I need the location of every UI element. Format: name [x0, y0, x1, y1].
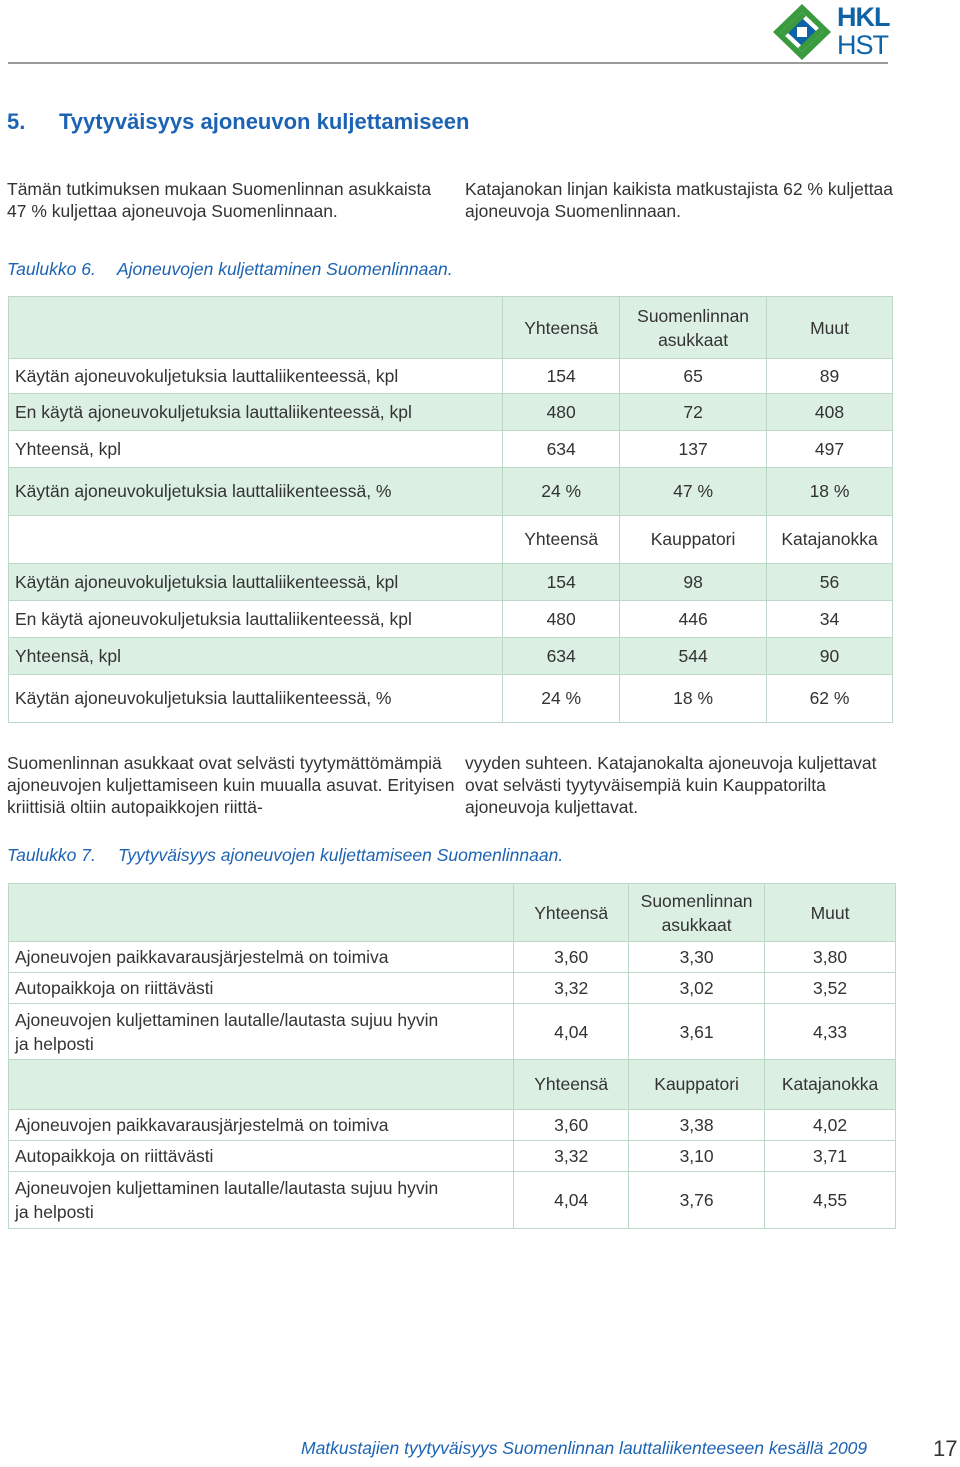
row-label: Ajoneuvojen paikkavarausjärjestelmä on toimiva [9, 1110, 514, 1141]
cell-value: 480 [503, 394, 620, 431]
row-label: Käytän ajoneuvokuljetuksia lauttaliikenteessä, % [9, 675, 503, 723]
cell-value: 47 % [620, 468, 767, 516]
cell-value: 62 % [767, 675, 893, 723]
table7-header-row [9, 884, 896, 942]
cell-value: 3,60 [514, 1110, 629, 1141]
table7-subheader-cell: Yhteensä [514, 1060, 629, 1110]
cell-value: 544 [620, 638, 767, 675]
logo-line1: HKL [837, 2, 890, 32]
cell-value: 3,38 [629, 1110, 765, 1141]
cell-value: 480 [503, 601, 620, 638]
cell-value: 3,02 [629, 973, 765, 1004]
cell-value: 4,55 [765, 1172, 896, 1229]
table7-caption-text: Tyytyväisyys ajoneuvojen kuljettamiseen Suomenlinnaan. [118, 845, 564, 865]
table7-subheader-cell: Kauppatori [629, 1060, 765, 1110]
cell-value: 408 [767, 394, 893, 431]
row-label: Käytän ajoneuvokuljetuksia lauttaliikenteessä, kpl [9, 359, 503, 394]
table6-label: Taulukko 6. [7, 259, 96, 279]
cell-value: 18 % [620, 675, 767, 723]
section-heading [7, 109, 469, 135]
table6-subheader-empty [9, 516, 503, 564]
hkl-logo-icon [772, 3, 832, 61]
cell-value: 3,60 [514, 942, 629, 973]
table7-subheader-cell: Katajanokka [765, 1060, 896, 1110]
table6-subheader-cell: Katajanokka [767, 516, 893, 564]
table6-header-row [9, 297, 893, 359]
cell-value: 89 [767, 359, 893, 394]
table6-header-cell: Muut [767, 297, 893, 359]
table7-header-cell: Suomenlinnan asukkaat [629, 884, 765, 942]
intro-left: Tämän tutkimuksen mukaan Suomenlinnan asukkaista 47 % kuljettaa ajoneuvoja Suomenlinnaan. [7, 179, 432, 221]
row-label: Ajoneuvojen kuljettaminen lautalle/lautasta sujuu hyvin ja helposti [9, 1172, 514, 1229]
table-row [9, 468, 893, 516]
body-right: vyyden suhteen. Katajanokalta ajoneuvoja kuljettavat ovat selvästi tyytyväisempiä kuin Kauppatorilta ajoneuvoja kuljettavat. [465, 753, 877, 817]
header-rule [8, 62, 888, 64]
row-label: Ajoneuvojen paikkavarausjärjestelmä on toimiva [9, 942, 514, 973]
table-row [9, 1110, 896, 1141]
row-label: Ajoneuvojen kuljettaminen lautalle/lautasta sujuu hyvin ja helposti [9, 1004, 514, 1060]
cell-value: 3,76 [629, 1172, 765, 1229]
cell-value: 3,32 [514, 973, 629, 1004]
table-row [9, 359, 893, 394]
cell-value: 56 [767, 564, 893, 601]
cell-value: 24 % [503, 468, 620, 516]
cell-value: 98 [620, 564, 767, 601]
section-number: 5. [7, 109, 26, 134]
table6 [8, 296, 893, 723]
table-row [9, 1141, 896, 1172]
cell-value: 90 [767, 638, 893, 675]
cell-value: 497 [767, 431, 893, 468]
cell-value: 154 [503, 359, 620, 394]
cell-value: 137 [620, 431, 767, 468]
table-row [9, 431, 893, 468]
body-left: Suomenlinnan asukkaat ovat selvästi tyytymättömämpiä ajoneuvojen kuljettamiseen kuin muualla asuvat. Erityisen kriittisiä oltiin autopaikkojen riittä- [7, 753, 455, 817]
table7-caption [7, 845, 563, 866]
cell-value: 4,02 [765, 1110, 896, 1141]
table-row [9, 601, 893, 638]
cell-value: 72 [620, 394, 767, 431]
row-label: Käytän ajoneuvokuljetuksia lauttaliikenteessä, % [9, 468, 503, 516]
table-row [9, 675, 893, 723]
table6-subheader-cell: Yhteensä [503, 516, 620, 564]
cell-value: 3,10 [629, 1141, 765, 1172]
row-label: Käytän ajoneuvokuljetuksia lauttaliikenteessä, kpl [9, 564, 503, 601]
section-title: Tyytyväisyys ajoneuvon kuljettamiseen [59, 109, 470, 134]
table7 [8, 883, 896, 1229]
table-row [9, 564, 893, 601]
page-number: 17 [933, 1436, 958, 1461]
cell-value: 4,04 [514, 1004, 629, 1060]
table6-header-empty [9, 297, 503, 359]
cell-value: 446 [620, 601, 767, 638]
row-label: En käytä ajoneuvokuljetuksia lauttaliikenteessä, kpl [9, 601, 503, 638]
row-label: Autopaikkoja on riittävästi [9, 1141, 514, 1172]
cell-value: 634 [503, 431, 620, 468]
table-row [9, 638, 893, 675]
table-row [9, 973, 896, 1004]
cell-value: 3,71 [765, 1141, 896, 1172]
table7-subheader-empty [9, 1060, 514, 1110]
cell-value: 65 [620, 359, 767, 394]
cell-value: 3,52 [765, 973, 896, 1004]
table-row [9, 1004, 896, 1060]
table6-subheader-cell: Kauppatori [620, 516, 767, 564]
table-row [9, 942, 896, 973]
table7-subheader-row [9, 1060, 896, 1110]
cell-value: 634 [503, 638, 620, 675]
cell-value: 18 % [767, 468, 893, 516]
table7-header-cell: Muut [765, 884, 896, 942]
cell-value: 3,32 [514, 1141, 629, 1172]
row-label: En käytä ajoneuvokuljetuksia lauttaliikenteessä, kpl [9, 394, 503, 431]
table6-caption [7, 259, 453, 280]
table6-caption-text: Ajoneuvojen kuljettaminen Suomenlinnaan. [117, 259, 453, 279]
table-row [9, 394, 893, 431]
intro-right: Katajanokan linjan kaikista matkustajista 62 % kuljettaa ajoneuvoja Suomenlinnaan. [465, 179, 894, 221]
cell-value: 3,30 [629, 942, 765, 973]
cell-value: 3,61 [629, 1004, 765, 1060]
cell-value: 154 [503, 564, 620, 601]
cell-value: 4,04 [514, 1172, 629, 1229]
table6-subheader-row [9, 516, 893, 564]
cell-value: 3,80 [765, 942, 896, 973]
table7-label: Taulukko 7. [7, 845, 96, 865]
table6-header-cell: Yhteensä [503, 297, 620, 359]
cell-value: 34 [767, 601, 893, 638]
logo-text [837, 4, 959, 59]
table-row [9, 1172, 896, 1229]
table7-header-cell: Yhteensä [514, 884, 629, 942]
row-label: Autopaikkoja on riittävästi [9, 973, 514, 1004]
table7-header-empty [9, 884, 514, 942]
logo-line2: HST [837, 30, 888, 60]
row-label: Yhteensä, kpl [9, 431, 503, 468]
table6-header-cell: Suomenlinnan asukkaat [620, 297, 767, 359]
footer-title: Matkustajien tyytyväisyys Suomenlinnan lauttaliikenteeseen kesällä 2009 [301, 1438, 868, 1458]
row-label: Yhteensä, kpl [9, 638, 503, 675]
cell-value: 4,33 [765, 1004, 896, 1060]
cell-value: 24 % [503, 675, 620, 723]
